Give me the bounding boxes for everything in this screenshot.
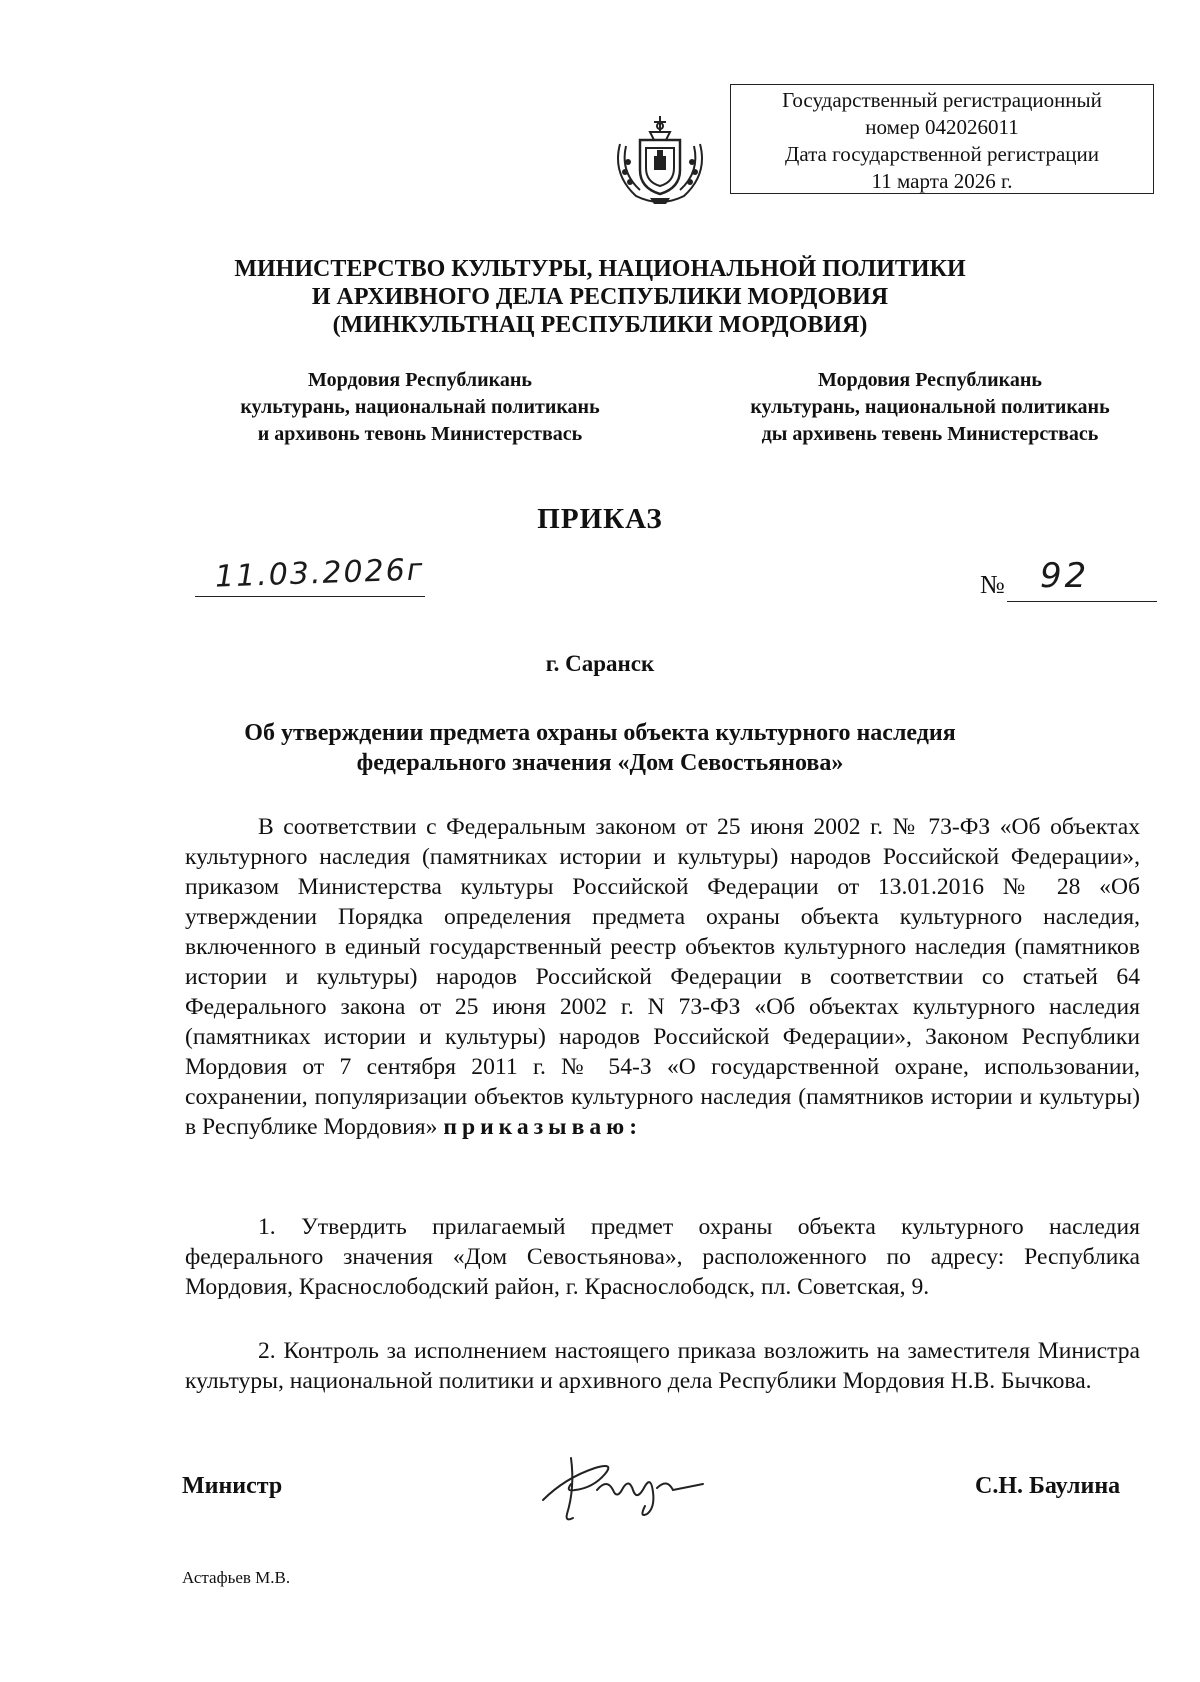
order-item-1 bbox=[185, 1212, 1140, 1302]
erzya-line-3: ды архивень тевень Министерствась bbox=[761, 423, 1099, 445]
preamble-text: В соответствии с Федеральным законом от 25 июня 2002 г. № 73-ФЗ «Об объектах культурного наследия (памятниках истории и культуры) народов Российской Федерации», приказом Министерства культуры Российской Федерации от 13.01.2016 № 28 «Об утверждении Порядка определения предмета охраны объекта культурного наследия, включенного в единый государственный реестр объектов культурного наследия (памятников истории и культуры) народов Российской Федерации в соответствии со статьей 64 Федерального закона от 25 июня 2002 г. N 73-ФЗ «Об объектах культурного наследия (памятниках истории и культуры) народов Российской Федерации», Законом Республики Мордовия от 7 сентября 2011 г. № 54-З «О государственной охране, использовании, сохранении, популяризации объектов культурного наследия (памятников истории и культуры) в Республике Мордовия» bbox=[185, 814, 1140, 1140]
registration-line-1: Государственный регистрационный bbox=[782, 88, 1102, 112]
number-underline bbox=[1007, 601, 1157, 602]
executor-name: Астафьев М.В. bbox=[182, 1568, 291, 1587]
registration-stamp bbox=[730, 84, 1154, 194]
number-label: № bbox=[980, 570, 1005, 599]
ministry-name-moksha bbox=[195, 367, 645, 448]
document-city: г. Саранск bbox=[545, 651, 655, 676]
order-item-2-text: 2. Контроль за исполнением настоящего приказа возложить на заместителя Министра культуры, национальной политики и архивного дела Республики Мордовия Н.В. Бычкова. bbox=[185, 1338, 1140, 1394]
moksha-line-2: культурань, национальнай политикань bbox=[240, 396, 600, 418]
coat-of-arms-icon bbox=[606, 104, 714, 208]
document-title bbox=[230, 718, 970, 778]
order-item-2 bbox=[185, 1336, 1140, 1396]
document-number: 92 bbox=[1040, 556, 1090, 596]
registration-number: номер 042026011 bbox=[865, 115, 1019, 139]
signatory-name: С.Н. Баулина bbox=[975, 1473, 1121, 1499]
signatory-position: Министр bbox=[182, 1473, 283, 1499]
ministry-line-1: МИНИСТЕРСТВО КУЛЬТУРЫ, НАЦИОНАЛЬНОЙ ПОЛИТИКИ bbox=[234, 256, 966, 282]
date-underline bbox=[195, 596, 425, 597]
document-type: ПРИКАЗ bbox=[537, 503, 663, 535]
title-line-1: Об утверждении предмета охраны объекта культурного наследия bbox=[244, 720, 956, 746]
order-item-1-text: 1. Утвердить прилагаемый предмет охраны объекта культурного наследия федерального значения «Дом Севостьянова», расположенного по адресу: Республика Мордовия, Краснослободский район, г. Краснослободск, пл. Советская, 9. bbox=[185, 1214, 1140, 1300]
ministry-name bbox=[0, 255, 1200, 339]
moksha-line-1: Мордовия Республикань bbox=[307, 369, 532, 391]
handwritten-signature bbox=[535, 1448, 710, 1528]
registration-date: 11 марта 2026 г. bbox=[871, 169, 1013, 193]
ministry-name-erzya bbox=[690, 367, 1170, 448]
moksha-line-3: и архивонь тевонь Министерствась bbox=[257, 423, 583, 445]
erzya-line-1: Мордовия Республикань bbox=[817, 369, 1042, 391]
registration-line-3: Дата государственной регистрации bbox=[785, 142, 1099, 166]
erzya-line-2: культурань, национальной политикань bbox=[750, 396, 1110, 418]
order-word: приказываю bbox=[443, 1114, 630, 1140]
preamble-paragraph bbox=[185, 812, 1140, 1142]
ministry-line-2: И АРХИВНОГО ДЕЛА РЕСПУБЛИКИ МОРДОВИЯ bbox=[311, 284, 889, 310]
document-date: 11.03.2026г bbox=[214, 552, 426, 595]
order-colon: : bbox=[629, 1114, 638, 1140]
title-line-2: федерального значения «Дом Севостьянова» bbox=[356, 750, 844, 776]
ministry-line-3: (МИНКУЛЬТНАЦ РЕСПУБЛИКИ МОРДОВИЯ) bbox=[332, 312, 868, 338]
